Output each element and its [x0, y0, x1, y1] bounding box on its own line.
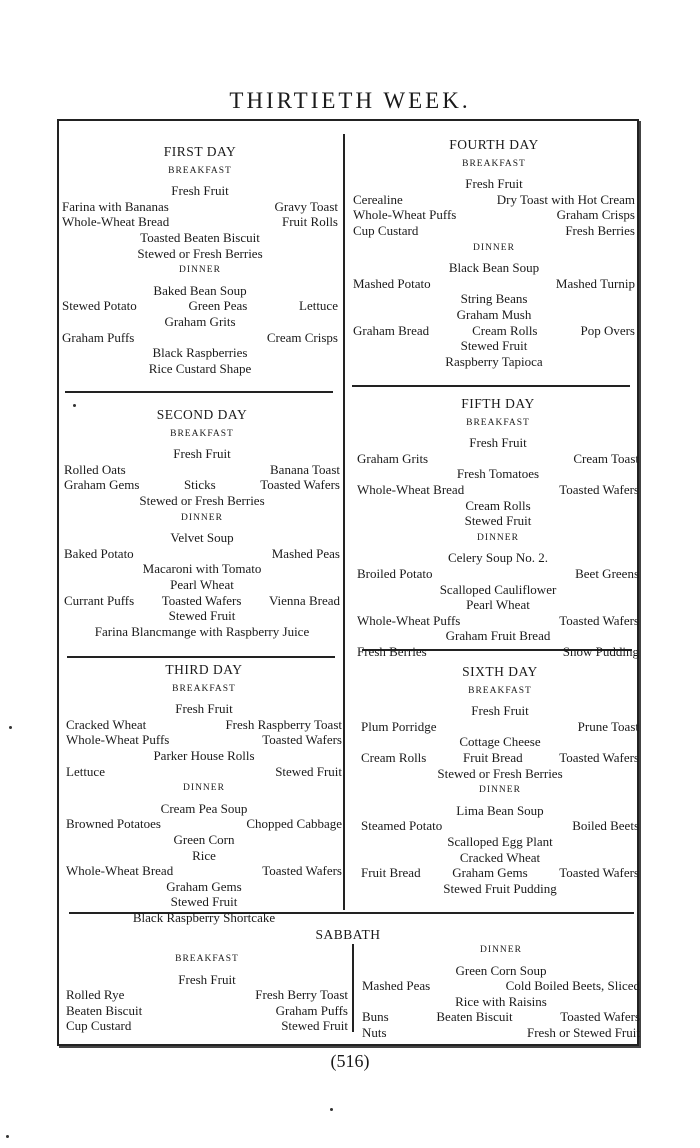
menu-line	[361, 834, 639, 850]
menu-item: Green Peas	[188, 298, 248, 314]
menu-line	[62, 230, 338, 246]
menu-line	[66, 910, 342, 926]
meal-label-breakfast: BREAKFAST	[175, 954, 239, 964]
menu-item: Whole-Wheat Puffs	[357, 612, 461, 628]
menu-item: Black Raspberries	[152, 345, 248, 361]
menu-line	[353, 223, 635, 239]
menu-line	[64, 593, 340, 609]
day-block-fourth	[353, 137, 635, 369]
menu-line	[353, 176, 635, 192]
menu-line	[66, 801, 342, 817]
menu-line	[66, 1018, 348, 1034]
menu-line	[64, 530, 340, 546]
menu-line	[361, 703, 639, 719]
menu-line	[362, 1009, 640, 1025]
meal-label-dinner: DINNER	[477, 532, 519, 543]
menu-item: Cream Rolls	[472, 322, 538, 338]
menu-item: Fresh Fruit	[173, 446, 231, 462]
meal-label-dinner: DINNER	[473, 242, 515, 253]
print-speck	[9, 726, 12, 729]
menu-line	[357, 582, 639, 598]
menu-item: Cream Rolls	[465, 497, 531, 513]
menu-line	[66, 717, 342, 733]
menu-line	[357, 613, 639, 629]
menu-item: Cream Pea Soup	[160, 800, 248, 816]
menu-line	[62, 246, 338, 262]
menu-item: Mashed Peas	[362, 978, 431, 994]
menu-item: Toasted Wafers	[161, 592, 242, 608]
menu-item: Beaten Biscuit	[66, 1002, 143, 1018]
menu-item: Whole-Wheat Bread	[357, 481, 465, 497]
menu-item: Lettuce	[66, 763, 105, 779]
menu-item: Stewed Fruit	[275, 763, 342, 779]
menu-line	[361, 850, 639, 866]
day-title: FIFTH DAY	[461, 396, 535, 411]
menu-item: Mashed Turnip	[555, 275, 635, 291]
menu-item: Toasted Beaten Biscuit	[140, 229, 260, 245]
menu-item: Stewed Potato	[62, 298, 137, 314]
menu-line	[361, 803, 639, 819]
menu-line	[62, 361, 338, 377]
menu-line	[357, 435, 639, 451]
menu-item: Dry Toast with Hot Cream	[496, 191, 635, 207]
menu-item: Cream Crisps	[266, 329, 338, 345]
menu-item: Graham Puffs	[62, 329, 135, 345]
menu-item: String Beans	[460, 291, 528, 307]
menu-line	[357, 644, 639, 660]
meal-label-breakfast: BREAKFAST	[168, 165, 232, 176]
menu-line	[353, 323, 635, 339]
menu-item: Nuts	[362, 1024, 387, 1040]
day-title: SIXTH DAY	[462, 664, 538, 679]
menu-item: Stewed or Fresh Berries	[137, 245, 263, 261]
meal-label-breakfast: BREAKFAST	[468, 685, 532, 696]
menu-item: Whole-Wheat Puffs	[353, 207, 457, 223]
menu-item: Rice Custard Shape	[148, 360, 252, 376]
menu-line	[353, 354, 635, 370]
menu-line	[62, 314, 338, 330]
menu-item: Green Corn	[173, 831, 235, 847]
section-divider	[67, 656, 335, 658]
menu-item: Toasted Wafers	[262, 732, 342, 748]
menu-item: Chopped Cabbage	[246, 816, 342, 832]
menu-line	[357, 597, 639, 613]
menu-item: Mashed Potato	[353, 275, 431, 291]
menu-item: Cup Custard	[353, 222, 419, 238]
menu-line	[66, 863, 342, 879]
meal-label-breakfast: BREAKFAST	[170, 428, 234, 439]
meal-label-dinner: DINNER	[480, 945, 522, 955]
menu-item: Scalloped Cauliflower	[439, 581, 557, 597]
menu-item: Buns	[362, 1009, 389, 1025]
menu-line	[362, 978, 640, 994]
menu-item: Fresh Fruit	[469, 435, 527, 451]
menu-line	[353, 291, 635, 307]
menu-item: Cold Boiled Beets, Sliced	[505, 978, 640, 994]
menu-line	[361, 865, 639, 881]
menu-line	[66, 1003, 348, 1019]
menu-line	[66, 848, 342, 864]
menu-item: Rolled Oats	[64, 461, 126, 477]
menu-line	[62, 283, 338, 299]
menu-line	[66, 832, 342, 848]
menu-item: Snow Pudding	[562, 643, 639, 659]
meal-label-breakfast: BREAKFAST	[172, 683, 236, 694]
menu-item: Beaten Biscuit	[436, 1009, 513, 1025]
menu-line	[66, 894, 342, 910]
menu-line	[362, 963, 640, 979]
menu-item: Graham Gems	[452, 865, 528, 881]
menu-item: Baked Potato	[64, 545, 134, 561]
menu-item: Fresh Tomatoes	[456, 466, 540, 482]
menu-item: Toasted Wafers	[559, 481, 639, 497]
menu-item: Velvet Soup	[170, 530, 234, 546]
menu-line	[62, 298, 338, 314]
menu-item: Graham Grits	[357, 450, 429, 466]
menu-line	[64, 477, 340, 493]
menu-line	[357, 550, 639, 566]
menu-line	[361, 734, 639, 750]
menu-item: Pearl Wheat	[466, 597, 530, 613]
menu-item: Farina Blancmange with Raspberry Juice	[94, 623, 310, 639]
menu-line	[66, 816, 342, 832]
menu-item: Fruit Bread	[361, 865, 421, 881]
menu-item: Fruit Bread	[463, 749, 523, 765]
menu-item: Whole-Wheat Bread	[62, 214, 170, 230]
menu-line	[357, 513, 639, 529]
menu-item: Toasted Wafers	[559, 865, 639, 881]
menu-line	[353, 276, 635, 292]
menu-line	[362, 1025, 640, 1041]
menu-line	[66, 987, 348, 1003]
menu-item: Fresh Berries	[357, 643, 427, 659]
menu-item: Black Bean Soup	[448, 260, 540, 276]
menu-item: Stewed or Fresh Berries	[437, 765, 563, 781]
menu-item: Fresh Berries	[565, 222, 635, 238]
menu-item: Toasted Wafers	[559, 612, 639, 628]
menu-item: Fresh Fruit	[471, 703, 529, 719]
meal-label-dinner: DINNER	[183, 783, 225, 794]
menu-line	[353, 307, 635, 323]
menu-line	[361, 881, 639, 897]
menu-item: Graham Grits	[164, 313, 236, 329]
menu-item: Pearl Wheat	[170, 576, 234, 592]
menu-line	[64, 577, 340, 593]
day-title: FOURTH DAY	[449, 137, 539, 152]
menu-line	[353, 260, 635, 276]
menu-item: Cottage Cheese	[459, 734, 541, 750]
day-block-fifth	[357, 396, 639, 660]
menu-item: Stewed or Fresh Berries	[139, 492, 265, 508]
day-title: FIRST DAY	[163, 144, 237, 159]
section-divider	[352, 385, 630, 387]
meal-label-dinner: DINNER	[181, 512, 223, 523]
day-block-first	[62, 144, 338, 376]
menu-line	[62, 214, 338, 230]
menu-line	[353, 192, 635, 208]
menu-item: Fruit Rolls	[282, 214, 338, 230]
menu-item: Currant Puffs	[64, 592, 135, 608]
menu-item: Fresh Fruit	[171, 183, 229, 199]
menu-item: Rolled Rye	[66, 987, 125, 1003]
menu-line	[66, 732, 342, 748]
page-number: (516)	[330, 1051, 370, 1071]
menu-item: Raspberry Tapioca	[445, 353, 543, 369]
day-block-third	[66, 662, 342, 926]
menu-item: Graham Bread	[353, 322, 430, 338]
menu-item: Cream Rolls	[361, 749, 427, 765]
sabbath-dinner-block	[362, 941, 640, 1041]
menu-item: Rice	[192, 847, 216, 863]
menu-line	[64, 561, 340, 577]
menu-item: Pop Overs	[580, 322, 635, 338]
menu-item: Macaroni with Tomato	[142, 561, 262, 577]
menu-line	[62, 183, 338, 199]
sabbath-breakfast-block	[66, 950, 348, 1034]
menu-line	[64, 493, 340, 509]
menu-item: Toasted Wafers	[560, 1009, 640, 1025]
menu-item: Stewed Fruit	[460, 338, 528, 354]
menu-line	[357, 628, 639, 644]
menu-item: Fresh Berry Toast	[255, 987, 348, 1003]
menu-line	[361, 818, 639, 834]
menu-item: Fresh Fruit	[465, 176, 523, 192]
menu-item: Toasted Wafers	[559, 749, 639, 765]
menu-item: Cracked Wheat	[66, 716, 147, 732]
menu-item: Graham Gems	[64, 477, 140, 493]
menu-item: Toasted Wafers	[262, 863, 342, 879]
menu-item: Sticks	[183, 477, 216, 493]
menu-item: Farina with Bananas	[62, 198, 169, 214]
menu-item: Graham Mush	[456, 306, 532, 322]
menu-line	[66, 972, 348, 988]
meal-label-dinner: DINNER	[179, 265, 221, 276]
menu-line	[353, 338, 635, 354]
menu-item: Black Raspberry Shortcake	[132, 909, 276, 925]
menu-line	[64, 546, 340, 562]
menu-item: Cup Custard	[66, 1018, 132, 1034]
menu-item: Fresh Raspberry Toast	[225, 716, 342, 732]
menu-item: Graham Crisps	[556, 207, 635, 223]
meal-label-breakfast: BREAKFAST	[462, 158, 526, 169]
print-speck	[330, 1108, 333, 1111]
menu-item: Fresh Fruit	[175, 701, 233, 717]
menu-item: Broiled Potato	[357, 565, 433, 581]
menu-item: Whole-Wheat Bread	[66, 863, 174, 879]
sabbath-column-divider	[352, 944, 354, 1032]
menu-line	[357, 498, 639, 514]
menu-item: Plum Porridge	[361, 718, 437, 734]
menu-line	[357, 566, 639, 582]
menu-line	[362, 994, 640, 1010]
menu-line	[361, 766, 639, 782]
menu-item: Browned Potatoes	[66, 816, 161, 832]
menu-line	[62, 330, 338, 346]
menu-item: Stewed Fruit	[281, 1018, 348, 1034]
menu-item: Vienna Bread	[268, 592, 340, 608]
menu-item: Cerealine	[353, 191, 403, 207]
menu-item: Graham Puffs	[275, 1002, 348, 1018]
menu-item: Gravy Toast	[274, 198, 338, 214]
menu-line	[64, 608, 340, 624]
menu-item: Rice with Raisins	[455, 993, 547, 1009]
day-block-sixth	[361, 664, 639, 896]
menu-line	[64, 446, 340, 462]
menu-line	[64, 624, 340, 640]
menu-item: Steamed Potato	[361, 818, 443, 834]
menu-item: Lima Bean Soup	[456, 802, 544, 818]
menu-item: Stewed Fruit Pudding	[443, 880, 557, 896]
menu-line	[357, 482, 639, 498]
menu-line	[66, 748, 342, 764]
page-title: THIRTIETH WEEK.	[229, 88, 471, 113]
menu-item: Beet Greens	[575, 565, 639, 581]
menu-item: Green Corn Soup	[455, 962, 547, 978]
menu-item: Banana Toast	[270, 461, 340, 477]
menu-item: Baked Bean Soup	[153, 282, 247, 298]
menu-item: Boiled Beets	[572, 818, 639, 834]
menu-line	[64, 462, 340, 478]
menu-line	[353, 207, 635, 223]
menu-line	[62, 345, 338, 361]
meal-label-breakfast: BREAKFAST	[466, 417, 530, 428]
menu-line	[361, 719, 639, 735]
print-speck	[6, 1135, 9, 1138]
menu-item: Celery Soup No. 2.	[447, 550, 549, 566]
day-title: SECOND DAY	[156, 407, 248, 422]
column-divider	[343, 134, 345, 910]
menu-line	[66, 701, 342, 717]
menu-line	[66, 879, 342, 895]
print-speck	[73, 404, 76, 407]
day-title: THIRD DAY	[165, 662, 243, 677]
menu-line	[361, 750, 639, 766]
menu-item: Scalloped Egg Plant	[447, 833, 553, 849]
menu-item: Toasted Wafers	[260, 477, 340, 493]
day-block-second	[64, 407, 340, 639]
section-divider	[65, 391, 333, 393]
menu-item: Fresh Fruit	[178, 971, 236, 987]
menu-item: Stewed Fruit	[170, 894, 238, 910]
menu-item: Stewed Fruit	[168, 608, 236, 624]
menu-line	[357, 451, 639, 467]
menu-item: Whole-Wheat Puffs	[66, 732, 170, 748]
menu-line	[66, 764, 342, 780]
menu-item: Fresh or Stewed Fruit	[526, 1024, 640, 1040]
menu-item: Prune Toast	[577, 718, 639, 734]
menu-item: Cracked Wheat	[459, 849, 541, 865]
menu-item: Lettuce	[299, 298, 338, 314]
menu-item: Cream Toast	[573, 450, 639, 466]
menu-item: Graham Fruit Bread	[445, 628, 551, 644]
menu-item: Mashed Peas	[271, 545, 340, 561]
menu-line	[357, 466, 639, 482]
meal-label-dinner: DINNER	[479, 785, 521, 796]
menu-item: Parker House Rolls	[153, 747, 255, 763]
menu-item: Stewed Fruit	[464, 513, 532, 529]
sabbath-title: SABBATH	[315, 927, 381, 942]
menu-line	[62, 199, 338, 215]
menu-item: Graham Gems	[166, 878, 242, 894]
